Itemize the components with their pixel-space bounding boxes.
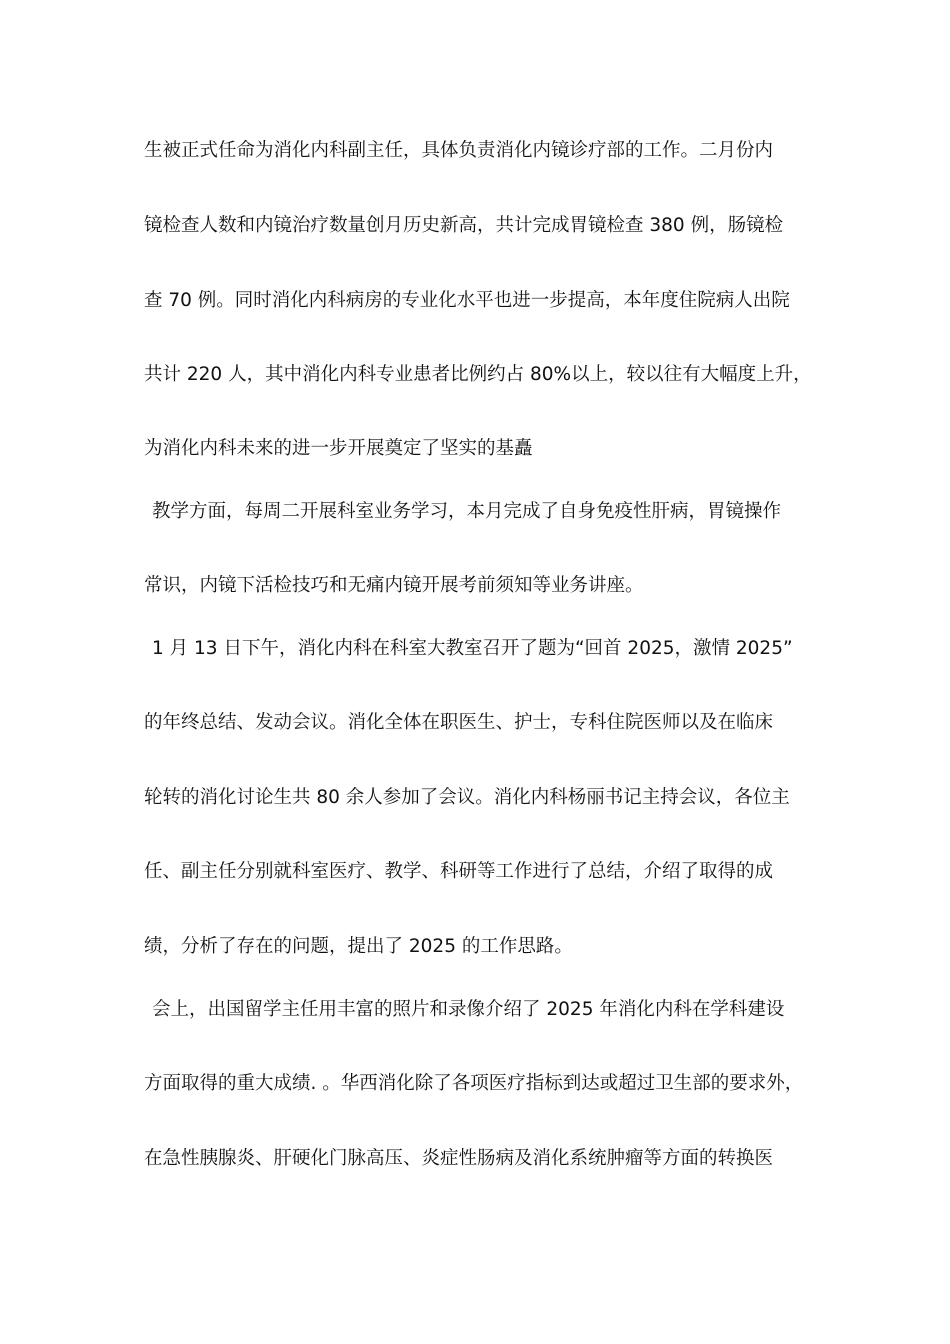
text-line: 常识，内镜下活检技巧和无痛内镜开展考前须知等业务讲座。: [144, 575, 644, 596]
text-line: 共计 220 人，其中消化内科专业患者比例约占 80%以上，较以往有大幅度上升，: [144, 364, 812, 385]
text-line: 为消化内科未来的进一步开展奠定了坚实的基矗: [144, 438, 533, 459]
paragraph-start-line: 1 月 13 日下午，消化内科在科室大教室召开了题为“回首 2025，激情 2025”: [152, 638, 793, 659]
paragraph-start-line: 会上，出国留学主任用丰富的照片和录像介绍了 2025 年消化内科在学科建设: [152, 999, 785, 1020]
text-line: 查 70 例。同时消化内科病房的专业化水平也进一步提高，本年度住院病人出院: [144, 290, 790, 311]
paragraph-start-line: 教学方面，每周二开展科室业务学习，本月完成了自身免疫性肝病，胃镜操作: [152, 501, 782, 522]
text-line: 的年终总结、发动会议。消化全体在职医生、护士，专科住院医师以及在临床: [144, 712, 774, 733]
text-line: 方面取得的重大成绩. 。华西消化除了各项医疗指标到达或超过卫生部的要求外，: [144, 1073, 804, 1094]
text-line: 绩，分析了存在的问题，提出了 2025 的工作思路。: [144, 936, 573, 957]
text-line: 在急性胰腺炎、肝硬化门脉高压、炎症性肠病及消化系统肿瘤等方面的转换医: [144, 1148, 774, 1169]
text-line: 轮转的消化讨论生共 80 余人参加了会议。消化内科杨丽书记主持会议，各位主: [144, 787, 790, 808]
text-line: 镜检查人数和内镜治疗数量创月历史新高，共计完成胃镜检查 380 例，肠镜检: [144, 215, 784, 236]
text-line: 生被正式任命为消化内科副主任，具体负责消化内镜诊疗部的工作。二月份内: [144, 140, 774, 161]
text-line: 任、副主任分别就科室医疗、教学、科研等工作进行了总结，介绍了取得的成: [144, 861, 774, 882]
